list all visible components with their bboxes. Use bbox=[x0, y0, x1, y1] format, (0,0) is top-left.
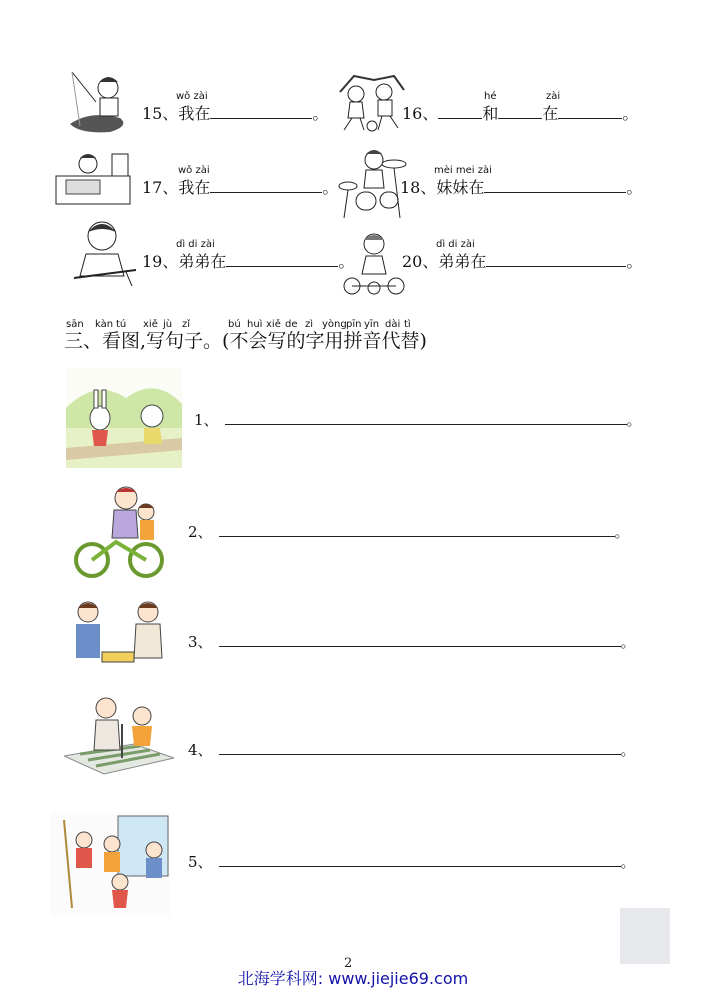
sentence-1-number: 1、 bbox=[194, 411, 219, 429]
q18-prompt: 妹妹在 bbox=[436, 178, 485, 197]
q19-number: 19、 bbox=[142, 252, 179, 271]
q19-prompt: 弟弟在 bbox=[178, 252, 227, 271]
q17-end: 。 bbox=[322, 178, 339, 197]
heading-pinyin-syllable: yīn bbox=[364, 319, 380, 330]
q16-answer-blank-1[interactable] bbox=[438, 102, 482, 119]
q16-end: 。 bbox=[622, 104, 639, 123]
sentence-4 bbox=[188, 740, 636, 759]
question-19 bbox=[142, 250, 354, 272]
sentence-3-answer-line[interactable] bbox=[219, 632, 621, 647]
heading-pinyin-syllable: sān bbox=[66, 319, 84, 330]
q17-pinyin: wǒ zài bbox=[178, 165, 210, 176]
question-18 bbox=[400, 176, 642, 198]
footer-website[interactable]: 北海学科网: www.jiejie69.com bbox=[237, 969, 469, 988]
two-boys-playing-ball-illustration bbox=[334, 72, 408, 134]
q16-prompt: 在 bbox=[542, 104, 559, 123]
heading-pinyin-syllable: zǐ bbox=[182, 319, 191, 330]
question-20 bbox=[402, 250, 642, 272]
q18-answer-blank[interactable] bbox=[484, 176, 626, 193]
child-helping-elder-cross-street-illustration bbox=[64, 694, 174, 780]
sentence-5-number: 5、 bbox=[188, 853, 213, 871]
q15-prompt: 我在 bbox=[178, 104, 211, 123]
sentence-1 bbox=[194, 410, 642, 429]
q15-end: 。 bbox=[312, 104, 329, 123]
heading-pinyin-syllable: xiě bbox=[143, 319, 158, 330]
heading-pinyin-syllable: tì bbox=[404, 319, 411, 330]
rabbit-and-dog-running-illustration bbox=[66, 368, 182, 468]
heading-pinyin-syllable: yòng bbox=[322, 319, 347, 330]
heading-pinyin-syllable: kàn bbox=[95, 319, 114, 330]
heading-pinyin-syllable: de bbox=[285, 319, 298, 330]
q16-pinyin: zài bbox=[546, 91, 561, 102]
heading-pinyin-syllable: jù bbox=[163, 319, 173, 330]
sentence-4-number: 4、 bbox=[188, 741, 213, 759]
q20-pinyin: dì di zài bbox=[436, 239, 475, 250]
q17-prompt: 我在 bbox=[178, 178, 211, 197]
q15-answer-blank[interactable] bbox=[210, 102, 312, 119]
sentence-3-number: 3、 bbox=[188, 633, 213, 651]
question-16 bbox=[402, 102, 638, 124]
page-number: 2 bbox=[344, 956, 353, 971]
children-playing-chess-illustration bbox=[70, 598, 164, 670]
heading-pinyin-syllable: zì bbox=[305, 319, 314, 330]
q17-number: 17、 bbox=[142, 178, 179, 197]
q20-answer-blank[interactable] bbox=[486, 250, 626, 267]
q16-conj: 和 bbox=[482, 104, 499, 123]
part3-heading: 三、看图,写句子。(不会写的字用拼音代替) bbox=[64, 330, 427, 352]
q16-answer-blank-2[interactable] bbox=[498, 102, 542, 119]
q19-end: 。 bbox=[338, 252, 355, 271]
q18-number: 18、 bbox=[400, 178, 437, 197]
boy-washing-dishes-illustration bbox=[52, 150, 136, 208]
sentence-2 bbox=[188, 522, 630, 541]
q16-conj-pinyin: hé bbox=[484, 91, 497, 102]
q20-number: 20、 bbox=[402, 252, 439, 271]
question-17 bbox=[142, 176, 338, 198]
q15-number: 15、 bbox=[142, 104, 179, 123]
heading-pinyin-syllable: tú bbox=[116, 319, 127, 330]
q16-number: 16、 bbox=[402, 104, 439, 123]
father-and-child-on-bicycle-illustration bbox=[72, 484, 164, 580]
heading-pinyin-syllable: xiě bbox=[266, 319, 281, 330]
heading-pinyin-syllable: bú bbox=[228, 319, 241, 330]
sentence-4-end: 。 bbox=[620, 741, 636, 759]
q19-pinyin: dì di zài bbox=[176, 239, 215, 250]
sentence-1-end: 。 bbox=[626, 411, 642, 429]
sentence-4-answer-line[interactable] bbox=[219, 740, 621, 755]
corner-grey-box bbox=[620, 908, 670, 964]
heading-pinyin-syllable: huì bbox=[247, 319, 263, 330]
q20-prompt: 弟弟在 bbox=[438, 252, 487, 271]
sentence-3 bbox=[188, 632, 636, 651]
sentence-2-number: 2、 bbox=[188, 523, 213, 541]
sentence-1-answer-line[interactable] bbox=[225, 410, 627, 425]
boy-writing-homework-illustration bbox=[72, 214, 138, 286]
q17-answer-blank[interactable] bbox=[210, 176, 322, 193]
q18-end: 。 bbox=[626, 178, 643, 197]
question-15 bbox=[142, 102, 328, 124]
q18-pinyin: mèi mei zài bbox=[434, 165, 492, 176]
q16-answer-blank-3[interactable] bbox=[558, 102, 622, 119]
sentence-2-answer-line[interactable] bbox=[219, 522, 615, 537]
q20-end: 。 bbox=[626, 252, 643, 271]
sentence-5-answer-line[interactable] bbox=[219, 852, 621, 867]
heading-pinyin-syllable: pīn bbox=[346, 319, 362, 330]
sentence-2-end: 。 bbox=[614, 523, 630, 541]
sentence-3-end: 。 bbox=[620, 633, 636, 651]
q15-pinyin: wǒ zài bbox=[176, 91, 208, 102]
q19-answer-blank[interactable] bbox=[226, 250, 338, 267]
sentence-5 bbox=[188, 852, 636, 871]
heading-pinyin-syllable: dài bbox=[385, 319, 401, 330]
children-cleaning-classroom-illustration bbox=[50, 812, 170, 916]
sentence-5-end: 。 bbox=[620, 853, 636, 871]
fishing-boy-illustration bbox=[60, 66, 140, 136]
girl-playing-drums-illustration bbox=[334, 146, 410, 222]
